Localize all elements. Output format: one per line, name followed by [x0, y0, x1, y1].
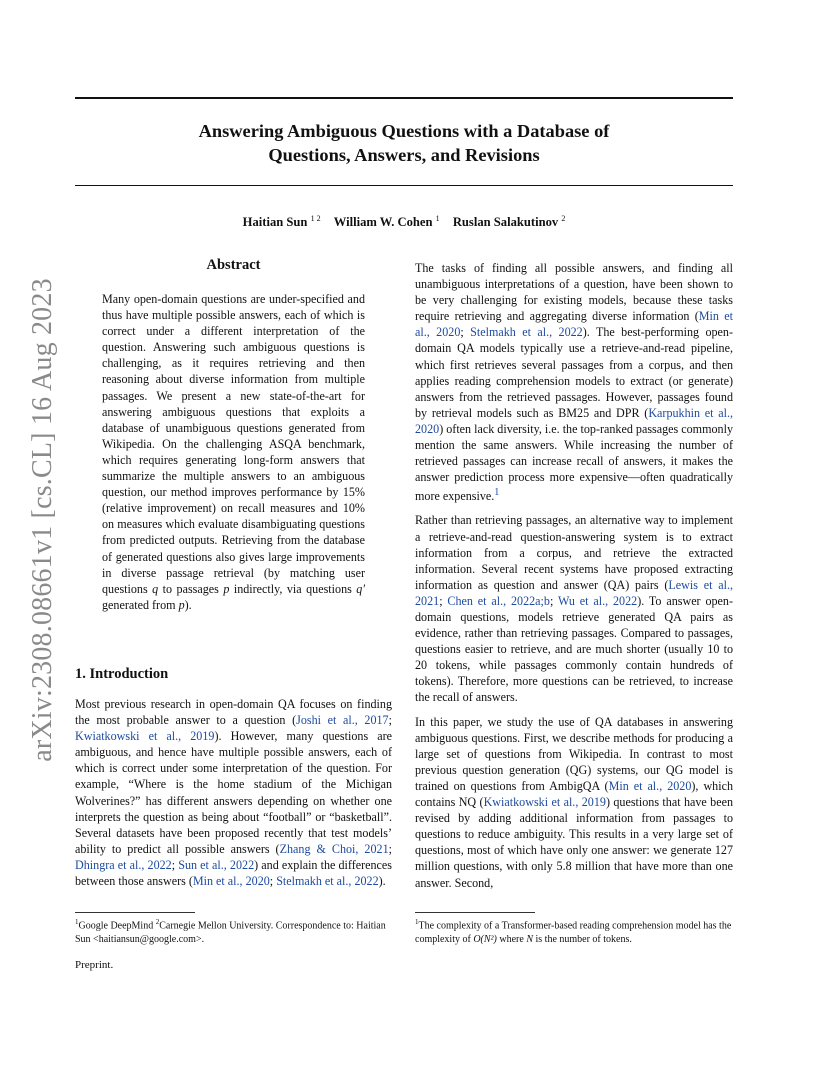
- author-1-name: Haitian Sun: [242, 215, 308, 230]
- citation-link[interactable]: Min et al., 2020: [192, 874, 270, 889]
- author-1-affiliation: 1 2: [310, 214, 321, 223]
- title-bottom-rule: [75, 185, 733, 186]
- citation-link[interactable]: Kwiatkowski et al., 2019: [483, 795, 606, 810]
- introduction-paragraph: Most previous research in open-domain QA focuses on finding the most probable answer to a question (Joshi et al., 2017; Kwiatkowski et al., 2019). However, many questions are ambiguous, and hence have multiple possible answers, each of which is correct under some interpretation of the question. For example, “Where is the home stadium of the Michigan Wolverines?” has different answers depending on whether one interprets the question as being about “football” or “basketball”. Several datasets have been proposed recently that test models’ ability to predict all possible answers (Zhang & Choi, 2021; Dhingra et al., 2022; Sun et al., 2022) and explain the differences between those answers (Min et al., 2020; Stelmakh et al., 2022).: [75, 697, 392, 889]
- preprint-label: Preprint.: [75, 959, 114, 971]
- citation-link[interactable]: Kwiatkowski et al., 2019: [75, 729, 215, 744]
- citation-link[interactable]: Sun et al., 2022: [178, 857, 255, 872]
- abstract-heading: Abstract: [206, 257, 261, 273]
- right-paragraph-1: The tasks of finding all possible answers, and finding all unambiguous interpretations of a question, have been shown to be very challenging for existing models, because these tasks require retrieving and aggregating diverse information (Min et al., 2020; Stelmakh et al., 2022). The best-performing open-domain QA models typically use a retrieve-and-read pipeline, which first retrieves several passages from a corpus, and then applies reading comprehension models to extract (or generate) answers from the retrieved passages. However, passages found by retrieval models such as BM25 and DPR (Karpukhin et al., 2020) often lack diversity, i.e. the top-ranked passages commonly mention the same answers. While increasing the number of retrieved passages can increase recall of answers, it makes the answer prediction process more expensive—often quadratically more expensive.$^1$: [415, 261, 733, 504]
- citation-link[interactable]: Min et al., 2020: [608, 778, 692, 793]
- citation-link[interactable]: Dhingra et al., 2022: [75, 857, 172, 872]
- citation-link[interactable]: Stelmakh et al., 2022: [470, 325, 583, 340]
- right-paragraph-2: Rather than retrieving passages, an alternative way to implement a retrieve-and-read question-answering system is to extract information from a corpus, and retrieve the extracted information. Several recent systems have proposed extracting information as question and answer (QA) pairs (Lewis et al., 2021; Chen et al., 2022a;b; Wu et al., 2022). To answer open-domain questions, models retrieve generated QA pairs as evidence, rather than retrieving passages. Compared to passages, questions easier to retrieve, and are much shorter (usually 10 to 20 tokens, while passages commonly contain hundreds of tokens). Therefore, more questions can be retrieved, to increase the recall of answers.: [415, 513, 733, 705]
- author-2-name: William W. Cohen: [333, 215, 433, 230]
- citation-link[interactable]: Karpukhin et al., 2020: [415, 405, 733, 436]
- author-3-name: Ruslan Salakutinov: [452, 215, 559, 230]
- footnote-marker-link[interactable]: 1: [494, 487, 500, 499]
- footnote-rule-right: [415, 912, 535, 913]
- citation-link[interactable]: Wu et al., 2022: [557, 593, 638, 608]
- affiliation-footnote: $^1$Google DeepMind $^2$Carnegie Mellon University. Correspondence to: Haitian Sun <haitiansun@google.com>.: [75, 918, 386, 945]
- complexity-footnote: $^1$The complexity of a Transformer-based reading comprehension model has the complexity of O(N²) where N is the number of tokens.: [415, 918, 732, 945]
- author-2: [334, 215, 440, 229]
- author-3: [453, 215, 566, 229]
- section-heading-introduction: 1. Introduction: [75, 666, 169, 682]
- citation-link[interactable]: Min et al., 2020: [415, 309, 733, 340]
- title-line-2: Questions, Answers, and Revisions: [268, 145, 540, 165]
- author-1: [243, 215, 321, 229]
- right-column: [415, 260, 733, 899]
- author-3-affiliation: 2: [561, 214, 566, 223]
- footnote-rule-left: [75, 912, 195, 913]
- abstract-text: Many open-domain questions are under-specified and thus have multiple possible answers, each of which is correct under a different interpretation of the question. Answering such ambiguous questions is challenging, as it requires retrieving and then reasoning about diverse information from multiple passages. We present a new state-of-the-art for answering ambiguous questions that exploits a database of unambiguous questions generated from Wikipedia. On the challenging ASQA benchmark, which requires generating long-form answers that summarize the multiple answers to an ambiguous question, our method improves performance by 15% (relative improvement) on recall measures and 10% on measures which evaluate disambiguating questions from predicted outputs. Retrieving from the database of generated questions also gives large improvements in diverse passage retrieval (by matching user questions q to passages p indirectly, via questions q′ generated from p).: [102, 292, 365, 612]
- citation-link[interactable]: Zhang & Choi, 2021: [279, 841, 389, 856]
- top-rule: [75, 97, 733, 99]
- paper-title: [75, 119, 733, 167]
- citation-link[interactable]: Joshi et al., 2017: [296, 713, 389, 728]
- citation-link[interactable]: Stelmakh et al., 2022: [276, 874, 379, 889]
- arxiv-identifier[interactable]: arXiv:2308.08661v1 [cs.CL] 16 Aug 2023: [27, 278, 58, 762]
- title-line-1: Answering Ambiguous Questions with a Database of: [198, 121, 610, 141]
- author-list: [75, 214, 733, 230]
- author-2-affiliation: 1: [435, 214, 440, 223]
- citation-link[interactable]: Chen et al., 2022a;b: [447, 593, 550, 608]
- right-paragraph-3: In this paper, we study the use of QA databases in answering ambiguous questions. First, we describe methods for producing a large set of questions from Wikipedia. In contrast to most previous question generation (QG) systems, our QG model is trained on questions from AmbigQA (Min et al., 2020), which contains NQ (Kwiatkowski et al., 2019) questions that have been revised by adding additional information from passages to questions to reduce ambiguity. This results in a very large set of questions, most of which have only one answer: we generate 127 million questions, with only 5.8 million that have more than one answer. Second,: [415, 714, 734, 890]
- citation-link[interactable]: Lewis et al., 2021: [415, 577, 733, 608]
